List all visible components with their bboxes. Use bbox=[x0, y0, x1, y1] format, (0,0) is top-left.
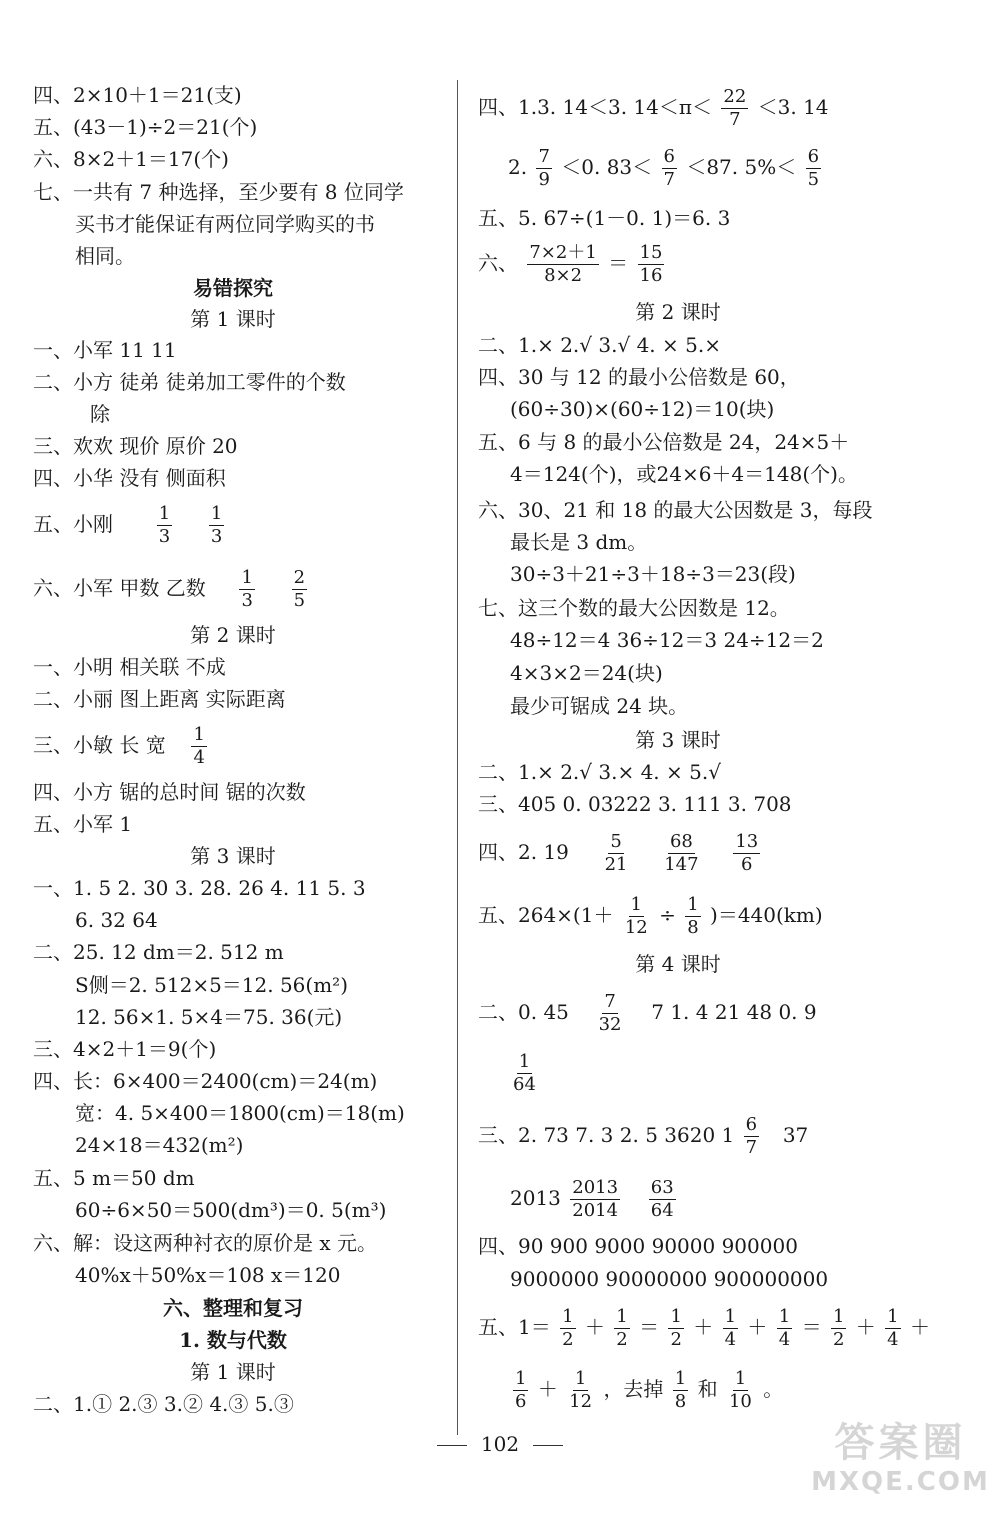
answer-line: 四、小华 没有 侧面积 bbox=[33, 466, 226, 490]
answer-line: 五、6 与 8 的最小公倍数是 24，24×5＋ bbox=[478, 430, 850, 454]
answer-line: 五、小军 1 bbox=[33, 812, 133, 836]
lesson-heading: 第 1 课时 bbox=[190, 1360, 276, 1384]
fraction: $\frac{13}{6}$ bbox=[735, 831, 759, 875]
fraction: $\frac{1}{4}$ bbox=[193, 724, 205, 768]
fraction: $\frac{6}{7}$ bbox=[745, 1114, 758, 1158]
watermark-logo bbox=[808, 1420, 993, 1508]
lesson-heading: 第 2 课时 bbox=[190, 623, 276, 647]
answer-line: 最少可锯成 24 块。 bbox=[510, 694, 689, 718]
fraction: $\frac{1}{8}$ bbox=[674, 1368, 687, 1412]
answer-line: 一、小军 11 11 bbox=[33, 338, 177, 362]
fraction: $\frac{6}{5}$ bbox=[807, 146, 820, 190]
fraction: $\frac{1}{12}$ bbox=[569, 1368, 593, 1412]
answer-line: (60÷30)×(60÷12)＝10(块) bbox=[510, 397, 775, 421]
answer-line: 五、5. 67÷(1－0. 1)＝6. 3 bbox=[478, 206, 731, 230]
fraction: $\frac{15}{16}$ bbox=[639, 242, 663, 286]
lesson-heading: 第 3 课时 bbox=[635, 728, 721, 752]
answer-line: 四、30 与 12 的最小公倍数是 60， bbox=[478, 365, 800, 389]
answer-line: 除 bbox=[90, 402, 110, 426]
answer-line: 二、小方 徒弟 徒弟加工零件的个数 bbox=[33, 370, 346, 394]
answer-line: 五、1＝ $\frac{1}{2}$ ＋ $\frac{1}{2}$ ＝ $\frac{1}{2}$ ＋ $\frac{1}{4}$ ＋ $\frac{1}{4}$ ＝ $\frac{1}{2}$ ＋ $\frac{1}{4}$ ＋ bbox=[478, 1306, 930, 1350]
answer-line: 12. 56×1. 5×4＝75. 36(元) bbox=[75, 1005, 343, 1029]
fraction: $\frac{63}{64}$ bbox=[650, 1177, 674, 1221]
fraction: $\frac{7}{32}$ bbox=[598, 991, 622, 1035]
column-divider bbox=[457, 80, 458, 1435]
fraction: $\frac{1}{4}$ bbox=[887, 1306, 899, 1350]
fraction: $\frac{1}{3}$ bbox=[241, 567, 253, 611]
answer-line: 4＝124(个)，或24×6＋4＝148(个)。 bbox=[510, 462, 858, 486]
answer-line: 二、1.× 2.√ 3.× 4. × 5.√ bbox=[478, 760, 721, 784]
fraction: $\frac{1}{12}$ bbox=[624, 894, 648, 938]
fraction: $\frac{2}{5}$ bbox=[293, 567, 306, 611]
fraction: $\frac{6}{7}$ bbox=[663, 146, 675, 190]
watermark-top-text: 答案圈 bbox=[834, 1420, 967, 1466]
answer-line: 五、5 m＝50 dm bbox=[33, 1166, 195, 1190]
fraction: $\frac{68}{147}$ bbox=[664, 831, 699, 875]
lesson-heading: 第 4 课时 bbox=[635, 952, 721, 976]
answer-line: 30÷3＋21÷3＋18÷3＝23(段) bbox=[510, 562, 796, 586]
answer-line: 2013 $\frac{2013}{2014}$ $\frac{63}{64}$ bbox=[510, 1177, 674, 1221]
answer-line: 宽：4. 5×400＝1800(cm)＝18(m) bbox=[75, 1101, 405, 1125]
answer-line: 四、长：6×400＝2400(cm)＝24(m) bbox=[33, 1069, 378, 1093]
fraction: $\frac{1}{2}$ bbox=[670, 1306, 682, 1350]
fraction: $\frac{22}{7}$ bbox=[723, 86, 747, 130]
page-number-dash bbox=[437, 1445, 467, 1446]
answer-line: 二、1.× 2.√ 3.√ 4. × 5.× bbox=[478, 333, 721, 357]
answer-line: 三、小敏 长 宽 $\frac{1}{4}$ bbox=[33, 724, 205, 768]
answer-line: 一、小明 相关联 不成 bbox=[33, 655, 226, 679]
page-number-text: 102 bbox=[480, 1432, 520, 1456]
answer-line: $\frac{1}{6}$ ＋ $\frac{1}{12}$ ，去掉 $\frac{1}{8}$ 和 $\frac{1}{10}$ 。 bbox=[515, 1368, 784, 1412]
answer-line: 四、2. 19 $\frac{5}{21}$ $\frac{68}{147}$ $\frac{13}{6}$ bbox=[478, 831, 759, 875]
answer-line: 相同。 bbox=[75, 244, 135, 268]
answer-line: 9000000 90000000 900000000 bbox=[510, 1267, 829, 1291]
fraction: $\frac{1}{2}$ bbox=[832, 1306, 845, 1350]
answer-line: 48÷12＝4 36÷12＝3 24÷12＝2 bbox=[510, 628, 824, 652]
fraction: $\frac{1}{3}$ bbox=[210, 503, 223, 547]
answer-line: 四、2×10＋1＝21(支) bbox=[33, 83, 242, 107]
fraction: $\frac{1}{4}$ bbox=[724, 1306, 737, 1350]
answer-line: 五、小刚 $\frac{1}{3}$ $\frac{1}{3}$ bbox=[33, 503, 223, 547]
answer-line: 买书才能保证有两位同学购买的书 bbox=[75, 212, 375, 236]
answer-line bbox=[508, 1050, 541, 1095]
subsection-heading: 1. 数与代数 bbox=[179, 1328, 287, 1352]
answer-line: 4×3×2＝24(块) bbox=[510, 661, 663, 685]
answer-line: 二、25. 12 dm＝2. 512 m bbox=[33, 940, 284, 964]
lesson-heading: 第 3 课时 bbox=[190, 844, 276, 868]
answer-line: 六、8×2＋1＝17(个) bbox=[33, 147, 229, 171]
fraction: $\frac{1}{6}$ bbox=[515, 1368, 527, 1412]
fraction: $\frac{1}{10}$ bbox=[728, 1368, 752, 1412]
section-heading: 易错探究 bbox=[193, 276, 273, 300]
fraction: $\frac{1}{3}$ bbox=[158, 503, 171, 547]
answer-line: 七、一共有 7 种选择，至少要有 8 位同学 bbox=[33, 180, 404, 204]
fraction: $\frac{1}{4}$ bbox=[778, 1306, 791, 1350]
answer-line: 六、30、21 和 18 的最大公因数是 3，每段 bbox=[478, 498, 873, 522]
answer-line: 2. $\frac{7}{9}$ ＜0. 83＜ $\frac{6}{7}$ ＜87. 5%＜ $\frac{6}{5}$ bbox=[508, 146, 820, 190]
fraction: $\frac{5}{21}$ bbox=[604, 831, 628, 875]
answer-line: 四、小方 锯的总时间 锯的次数 bbox=[33, 780, 306, 804]
answer-line: 三、2. 73 7. 3 2. 5 3620 1 $\frac{6}{7}$ 37 bbox=[478, 1114, 809, 1158]
answer-line: 24×18＝432(m²) bbox=[75, 1133, 244, 1157]
answer-line: 三、4×2＋1＝9(个) bbox=[33, 1037, 217, 1061]
fraction: $\frac{1}{2}$ bbox=[562, 1306, 574, 1350]
fraction: $\frac{1}{8}$ bbox=[687, 894, 699, 938]
fraction: $\frac{2013}{2014}$ bbox=[572, 1177, 619, 1221]
answer-line: 四、1.3. 14＜3. 14＜π＜ $\frac{22}{7}$ ＜3. 14 bbox=[478, 86, 829, 130]
answer-line: 四、90 900 9000 90000 900000 bbox=[478, 1234, 798, 1258]
answer-line: 五、264×(1＋ $\frac{1}{12}$ ÷ $\frac{1}{8}$ )＝440(km) bbox=[478, 894, 823, 938]
answer-line: 五、(43－1)÷2＝21(个) bbox=[33, 115, 258, 139]
lesson-heading: 第 2 课时 bbox=[635, 300, 721, 324]
fraction: $\frac{7}{9}$ bbox=[538, 146, 550, 190]
answer-line: 六、 $\frac{7\times 2+1}{8\times 2}$ ＝ $\frac{15}{16}$ bbox=[478, 242, 663, 286]
page-number-dash bbox=[533, 1445, 563, 1446]
lesson-heading: 第 1 课时 bbox=[190, 307, 276, 331]
fraction: $\frac{1}{2}$ bbox=[616, 1306, 628, 1350]
fraction: $\frac{1}{64}$ bbox=[513, 1051, 536, 1095]
answer-line: 一、1. 5 2. 30 3. 28. 26 4. 11 5. 3 bbox=[33, 876, 366, 900]
answer-line: 六、解：设这两种衬衣的原价是 x 元。 bbox=[33, 1231, 377, 1255]
fraction: $\frac{7\times 2+1}{8\times 2}$ bbox=[529, 242, 597, 286]
answer-line: 二、小丽 图上距离 实际距离 bbox=[33, 687, 286, 711]
watermark-bottom-text: MXQE.COM bbox=[811, 1467, 990, 1497]
answer-line: 最长是 3 dm。 bbox=[510, 530, 648, 554]
answer-line: 二、1.① 2.③ 3.② 4.③ 5.③ bbox=[33, 1392, 294, 1416]
answer-line: 60÷6×50＝500(dm³)＝0. 5(m³) bbox=[75, 1198, 387, 1222]
answer-line: 六、小军 甲数 乙数 $\frac{1}{3}$ $\frac{2}{5}$ bbox=[33, 567, 306, 611]
answer-line: 三、405 0. 03222 3. 111 3. 708 bbox=[478, 792, 792, 816]
answer-line: 七、这三个数的最大公因数是 12。 bbox=[478, 596, 790, 620]
answer-line: 三、欢欢 现价 原价 20 bbox=[33, 434, 238, 458]
section-heading: 六、整理和复习 bbox=[163, 1296, 303, 1320]
answer-line: 二、0. 45 $\frac{7}{32}$ 7 1. 4 21 48 0. 9 bbox=[478, 991, 817, 1035]
answer-line: 6. 32 64 bbox=[75, 908, 158, 932]
answer-line: 40%x＋50%x＝108 x＝120 bbox=[75, 1263, 341, 1287]
answer-line: S侧＝2. 512×5＝12. 56(m²) bbox=[75, 973, 348, 997]
